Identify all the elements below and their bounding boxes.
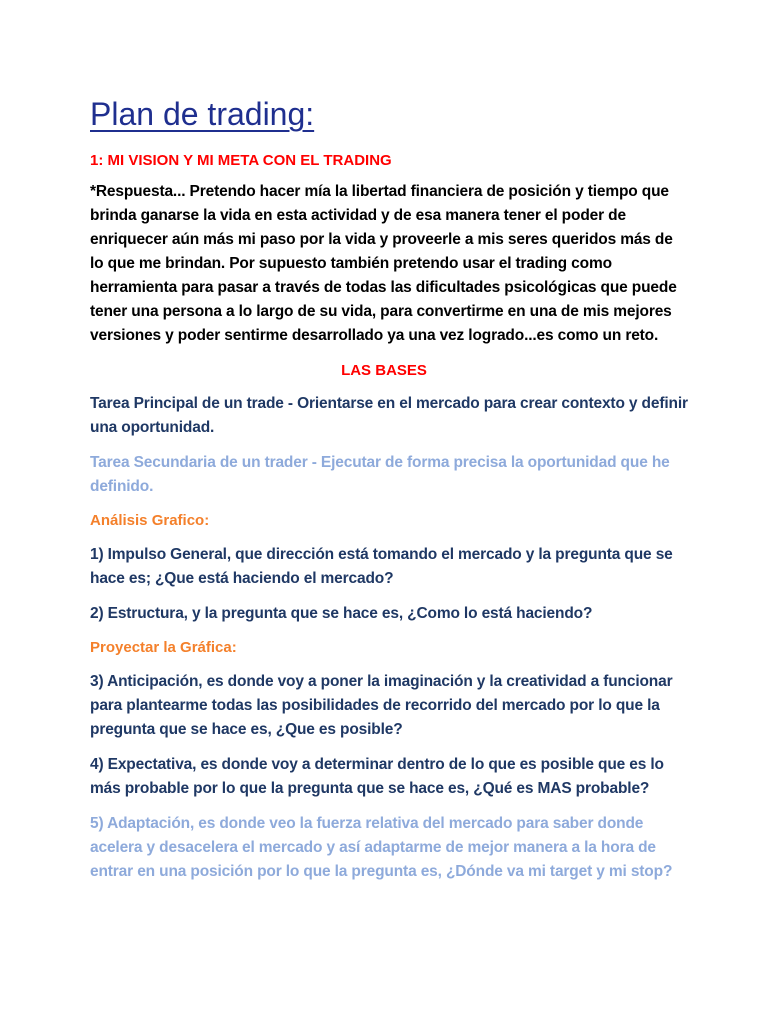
bases-heading: LAS BASES xyxy=(341,362,427,379)
secondary-task-paragraph: Tarea Secundaria de un trader - Ejecutar de forma precisa la oportunidad que he definido. xyxy=(90,454,670,495)
list-item-adaptation: 5) Adaptación, es donde veo la fuerza relativa del mercado para saber donde acelera y desacelera el mercado y así adaptarme de mejor manera a la hora de entrar en una posición por lo que la pregunta es, ¿Dónde va mi target y mi stop? xyxy=(90,815,673,880)
list-item-anticipation: 3) Anticipación, es donde voy a poner la imaginación y la creatividad a funcionar para plantearme todas las posibilidades de recorrido del mercado por lo que la pregunta que se hace es, ¿Que es posible? xyxy=(90,673,673,738)
section-heading-vision: 1: MI VISION Y MI META CON EL TRADING xyxy=(90,152,392,169)
main-task-paragraph: Tarea Principal de un trade - Orientarse en el mercado para crear contexto y definir una oportunidad. xyxy=(90,395,688,436)
document-page xyxy=(90,92,690,884)
vision-answer-paragraph: *Respuesta... Pretendo hacer mía la libertad financiera de posición y tiempo que brinda ganarse la vida en esta actividad y de esa manera tener el poder de enriquecer aún más mi paso por la vida y proveerle a mis seres queridos más de lo que me brindan. Por supuesto también pretendo usar el trading como herramienta para pasar a través de todas las dificultades psicológicas que puede tener una persona a lo largo de su vida, para convertirme en una de mis mejores versiones y poder sentirme desarrollado ya una vez logrado...es como un reto. xyxy=(90,183,677,344)
list-item-impulse: 1) Impulso General, que dirección está tomando el mercado y la pregunta que se hace es; ¿Que está haciendo el mercado? xyxy=(90,546,673,587)
document-title: Plan de trading: xyxy=(90,96,315,132)
list-item-expectation: 4) Expectativa, es donde voy a determinar dentro de lo que es posible que es lo más probable por lo que la pregunta que se hace es, ¿Qué es MAS probable? xyxy=(90,756,664,797)
list-item-structure: 2) Estructura, y la pregunta que se hace es, ¿Como lo está haciendo? xyxy=(90,605,593,622)
chart-analysis-heading: Análisis Grafico: xyxy=(90,512,210,529)
project-chart-heading: Proyectar la Gráfica: xyxy=(90,639,237,656)
